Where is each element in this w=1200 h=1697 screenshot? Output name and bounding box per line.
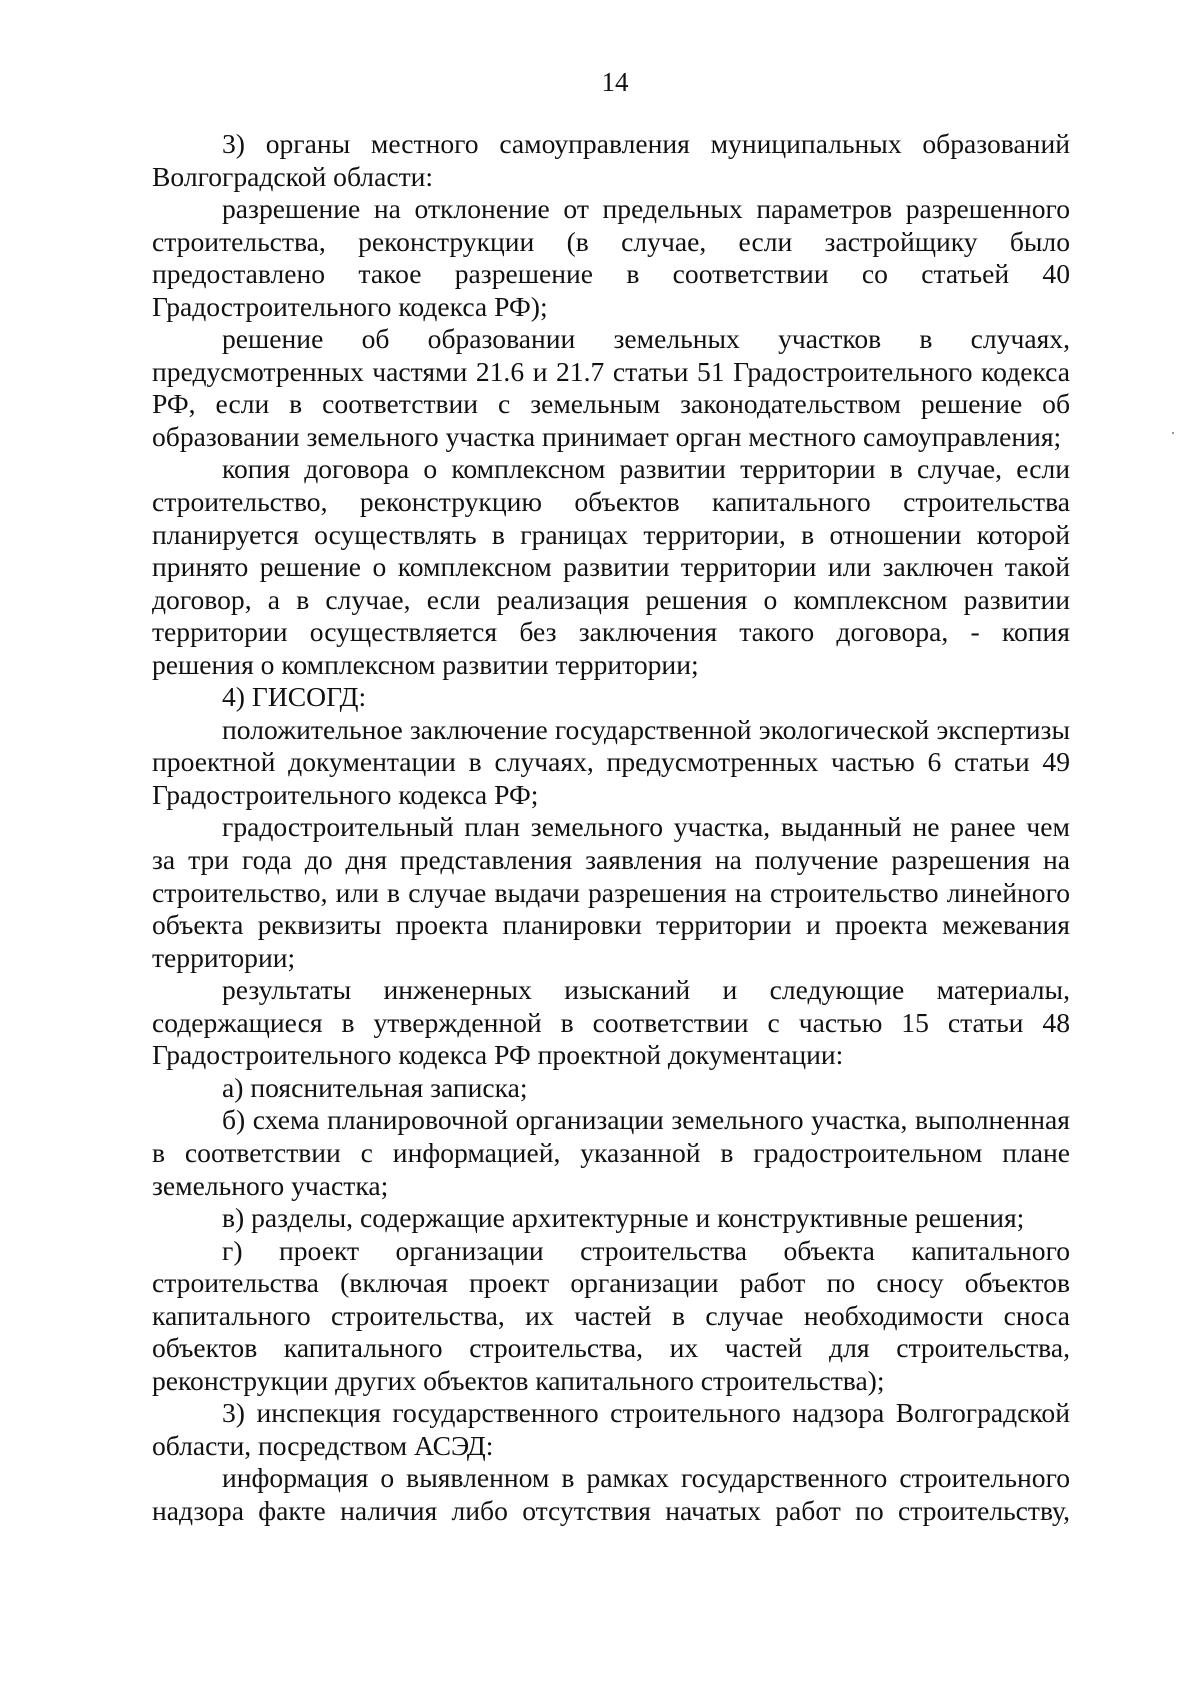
list-item-v: в) разделы, содержащие архитектурные и конструктивные решения; <box>222 1202 1025 1234</box>
list-item-a: а) пояснительная записка; <box>222 1071 528 1103</box>
scan-speck <box>1172 432 1174 434</box>
list-item-b: б) схема планировочной организации земельного участка, выполненная в соответствии с информацией, указанной в градостроительном плане земельного участка; <box>152 1104 1070 1201</box>
paragraph-construction-inspection: 3) инспекция государственного строительного надзора Волгоградской области, посредством АСЭД: <box>152 1397 1070 1461</box>
paragraph-ecological-expertise: положительное заключение государственной экологической экспертизы проектной документации в случаях, предусмотренных частью 6 статьи 49 Градостроительного кодекса РФ; <box>152 713 1070 810</box>
list-item-g: г) проект организации строительства объекта капитального строительства (включая проект организации работ по сносу объектов капитального строительства, их частей в случае необходимости сноса объектов капитального строительства, их частей для строительства, реконструкции других объектов капитального строительства); <box>152 1234 1070 1396</box>
paragraph-local-authorities: 3) органы местного самоуправления муниципальных образований Волгоградской области: <box>152 128 1070 192</box>
paragraph-supervision-info: информация о выявленном в рамках государственного строительного надзора факте наличия либо отсутствия начатых работ по строительству, <box>152 1462 1070 1526</box>
paragraph-development-agreement: копия договора о комплексном развитии территории в случае, если строительство, реконструкцию объектов капитального строительства планируется осуществлять в границах территории, в отношении которой принято решение о комплексном развитии территории или заключен такой договор, а в случае, если реализация решения о комплексном развитии территории осуществляется без заключения такого договора, - копия решения о комплексном развитии территории; <box>152 453 1070 680</box>
paragraph-deviation-permit: разрешение на отклонение от предельных параметров разрешенного строительства, реконструкции (в случае, если застройщику было предоставлено такое разрешение в соответствии со статьей 40 Градостроительного кодекса РФ); <box>152 193 1070 322</box>
paragraph-urban-plan: градостроительный план земельного участка, выданный не ранее чем за три года до дня представления заявления на получение разрешения на строительство, или в случае выдачи разрешения на строительство линейного объекта реквизиты проекта планировки территории и проекта межевания территории; <box>152 811 1070 973</box>
paragraph-engineering-surveys: результаты инженерных изысканий и следующие материалы, содержащиеся в утвержденной в соответствии с частью 15 статьи 48 Градостроительного кодекса РФ проектной документации: <box>152 974 1070 1071</box>
document-body <box>152 128 1070 1528</box>
paragraph-gisogd: 4) ГИСОГД: <box>222 681 367 713</box>
page-number: 14 <box>601 67 629 97</box>
paragraph-land-plot-decision: решение об образовании земельных участков в случаях, предусмотренных частями 21.6 и 21.7 статьи 51 Градостроительного кодекса РФ, если в соответствии с земельным законодательством решение об образовании земельного участка принимает орган местного самоуправления; <box>152 323 1070 452</box>
